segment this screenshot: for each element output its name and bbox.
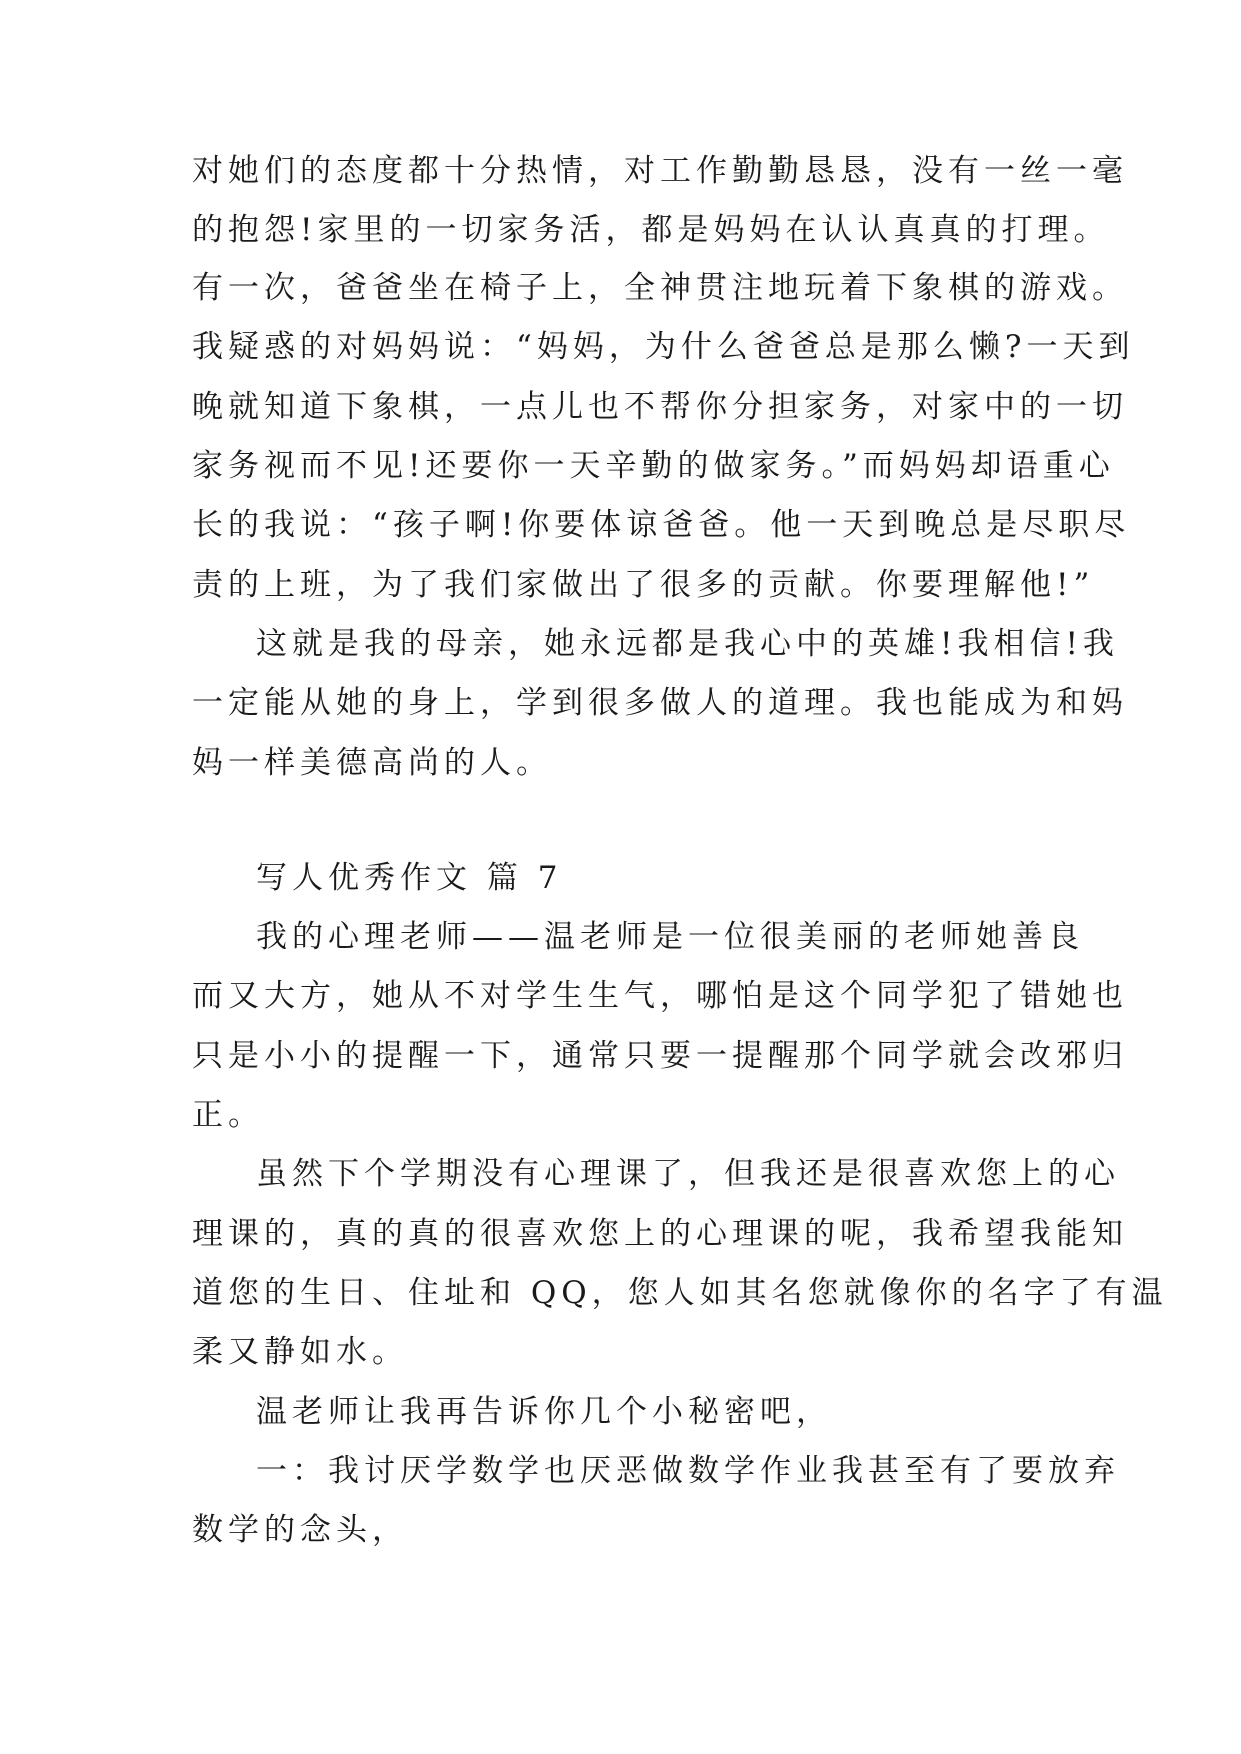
- text-line: 正。: [192, 1097, 264, 1133]
- text-line: 这就是我的母亲，她永远都是我心中的英雄!我相信!我: [256, 626, 1119, 662]
- text-line: 责的上班，为了我们家做出了很多的贡献。你要理解他!”: [192, 567, 1095, 603]
- text-line: 一定能从她的身上，学到很多做人的道理。我也能成为和妈: [192, 685, 1128, 721]
- text-line: 而又大方，她从不对学生生气，哪怕是这个同学犯了错她也: [192, 978, 1128, 1014]
- text-line: 有一次，爸爸坐在椅子上，全神贯注地玩着下象棋的游戏。: [192, 270, 1128, 306]
- text-line: 理课的，真的真的很喜欢您上的心理课的呢，我希望我能知: [192, 1216, 1128, 1252]
- text-line: 妈一样美德高尚的人。: [192, 745, 552, 781]
- text-line: 对她们的态度都十分热情，对工作勤勤恳恳，没有一丝一毫: [192, 153, 1128, 189]
- text-line: 道您的生日、住址和 QQ，您人如其名您就像你的名字了有温: [192, 1275, 1168, 1311]
- text-line: 的抱怨!家里的一切家务活，都是妈妈在认认真真的打理。: [192, 212, 1110, 248]
- text-line: 我疑惑的对妈妈说：“妈妈，为什么爸爸总是那么懒?一天到: [192, 329, 1135, 365]
- text-line: 长的我说：“孩子啊!你要体谅爸爸。他一天到晚总是尽职尽: [192, 507, 1131, 543]
- text-line: 家务视而不见!还要你一天辛勤的做家务。”而妈妈却语重心: [192, 448, 1115, 484]
- text-line: 数学的念头，: [192, 1512, 408, 1548]
- text-line: 温老师让我再告诉你几个小秘密吧，: [256, 1394, 832, 1430]
- text-line: 虽然下个学期没有心理课了，但我还是很喜欢您上的心: [256, 1156, 1120, 1192]
- text-line: 我的心理老师——温老师是一位很美丽的老师她善良: [256, 919, 1084, 955]
- section-heading: 写人优秀作文 篇 7: [256, 860, 563, 896]
- text-line: 晚就知道下象棋，一点儿也不帮你分担家务，对家中的一切: [192, 389, 1128, 425]
- text-line: 一：我讨厌学数学也厌恶做数学作业我甚至有了要放弃: [256, 1453, 1120, 1489]
- text-line: 柔又静如水。: [192, 1334, 408, 1370]
- text-line: 只是小小的提醒一下，通常只要一提醒那个同学就会改邪归: [192, 1038, 1128, 1074]
